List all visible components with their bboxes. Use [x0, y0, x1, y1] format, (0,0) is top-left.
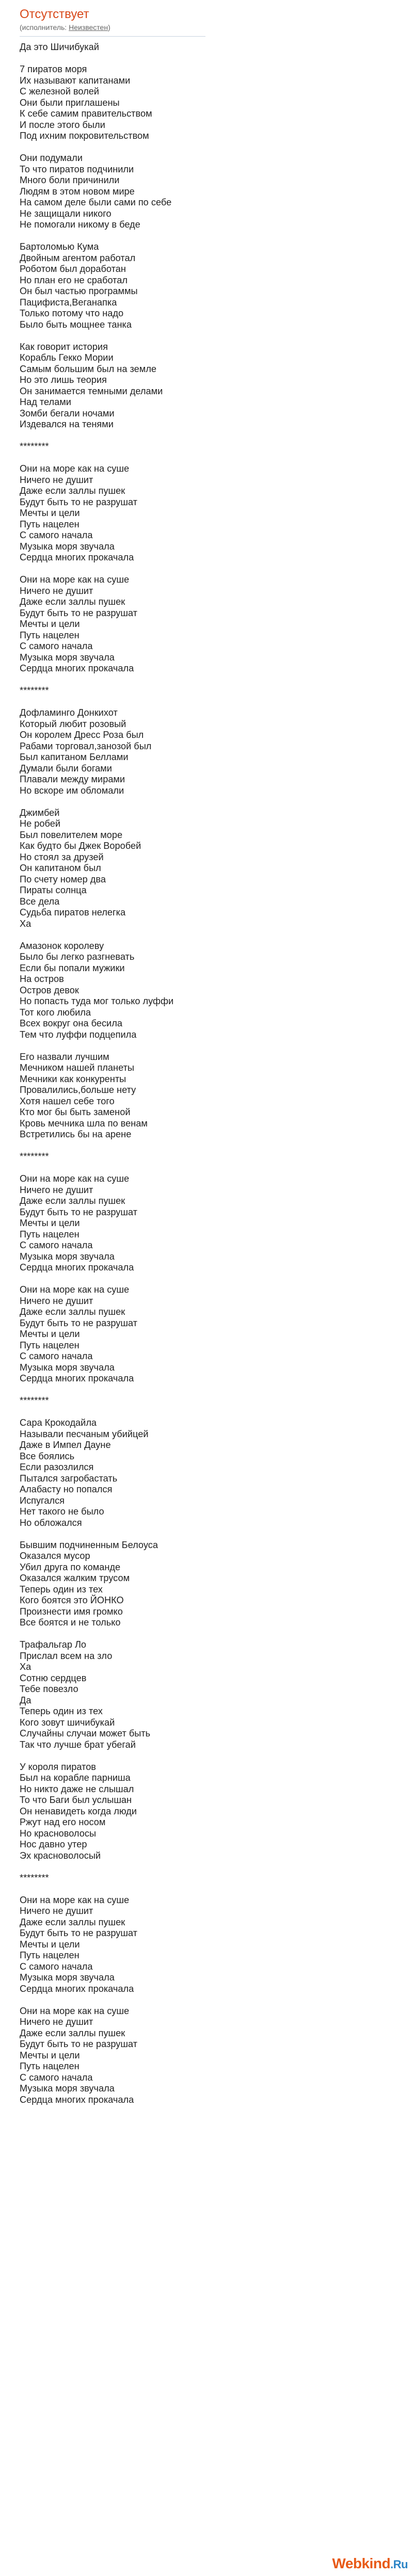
artist-prefix: (исполнитель:: [20, 23, 67, 31]
header-divider: [20, 36, 205, 37]
artist-line: [20, 23, 401, 32]
logo-tld: .Ru: [390, 2558, 408, 2571]
logo-name: Webkind: [332, 2555, 391, 2571]
artist-suffix: ): [108, 23, 110, 31]
lyrics-text: Да это Шичибукай 7 пиратов моря Их называют капитанами С железной волей Они были приглашены К себе самим правительством И после этого были Под ихним покровительством Они подумали То что пиратов подчинили Много боли причинили Людям в этом новом мире На самом деле были сами по себе Не защищали никого Не помогали никому в беде Бартоломью Кума Двойным агентом работал Роботом был доработан Но план его не сработал Он был частью программы Пацифиста,Веганапка Только потому что надо Было быть мощнее танка Как говорит история Корабль Гекко Мории Самым большим был на земле Но это лишь теория Он занимается темными делами Над телами Зомби бегали ночами Издевался на тенями ******** Они на море как на суше Ничего не душит Даже если заллы пушек Будут быть то не разрушат Мечты и цели Путь нацелен С самого начала Музыка моря звучала Сердца многих прокачала Они на море как на суше Ничего не душит Даже если заллы пушек Будут быть то не разрушат Мечты и цели Путь нацелен С самого начала Музыка моря звучала Сердца многих прокачала ******** Дофламинго Донкихот Который любит розовый Он королем Дресс Роза был Рабами торговал,занозой был Был капитаном Беллами Думали были богами Плавали между мирами Но вскоре им обломали Джимбей Не робей Был повелителем море Как будто бы Джек Воробей Но стоял за друзей Он капитаном был По счету номер два Пираты солнца Все дела Судьба пиратов нелегка Ха Амазонок королеву Было бы легко разгневать Если бы попали мужики На остров Остров девок Но попасть туда мог только луффи Тот кого любила Всех вокруг она бесила Тем что луффи подцепила Его назвали лучшим Мечником нашей планеты Мечники как конкуренты Провалились,больше нету Хотя нашел себе того Кто мог бы быть заменой Кровь мечника шла по венам Встретились бы на арене ******** Они на море как на суше Ничего не душит Даже если заллы пушек Будут быть то не разрушат Мечты и цели Путь нацелен С самого начала Музыка моря звучала Сердца многих прокачала Они на море как на суше Ничего не душит Даже если заллы пушек Будут быть то не разрушат Мечты и цели Путь нацелен С самого начала Музыка моря звучала Сердца многих прокачала ******** Сара Крокодайла Называли песчаным убийцей Даже в Импел Дауне Все боялись Если разозлился Пытался загробастать Алабасту но попался Испугался Нет такого не было Но обложался Бывшим подчиненным Белоуса Оказался мусор Убил друга по команде Оказался жалким трусом Теперь один из тех Кого боятся это ЙОНКО Произнести имя громко Все боятся и не только Трафальгар Ло Прислал всем на зло Ха Сотню сердцев Тебе повезло Да Теперь один из тех Кого зовут шичибукай Случайны случаи может быть Так что лучше брат убегай У короля пиратов Был на корабле парниша Но никто даже не слышал То что Баги был услышан Он ненавидеть когда люди Ржут над его носом Но красноволосы Нос давно утер Эх красноволосый ******** Они на море как на суше Ничего не душит Даже если заллы пушек Будут быть то не разрушат Мечты и цели Путь нацелен С самого начала Музыка моря звучала Сердца многих прокачала Они на море как на суше Ничего не душит Даже если заллы пушек Будут быть то не разрушат Мечты и цели Путь нацелен С самого начала Музыка моря звучала Сердца многих прокачала: [20, 42, 174, 2105]
artist-link[interactable]: Неизвестен: [69, 23, 108, 31]
site-logo[interactable]: [332, 2555, 408, 2572]
song-title: Отсутствует: [20, 7, 89, 21]
